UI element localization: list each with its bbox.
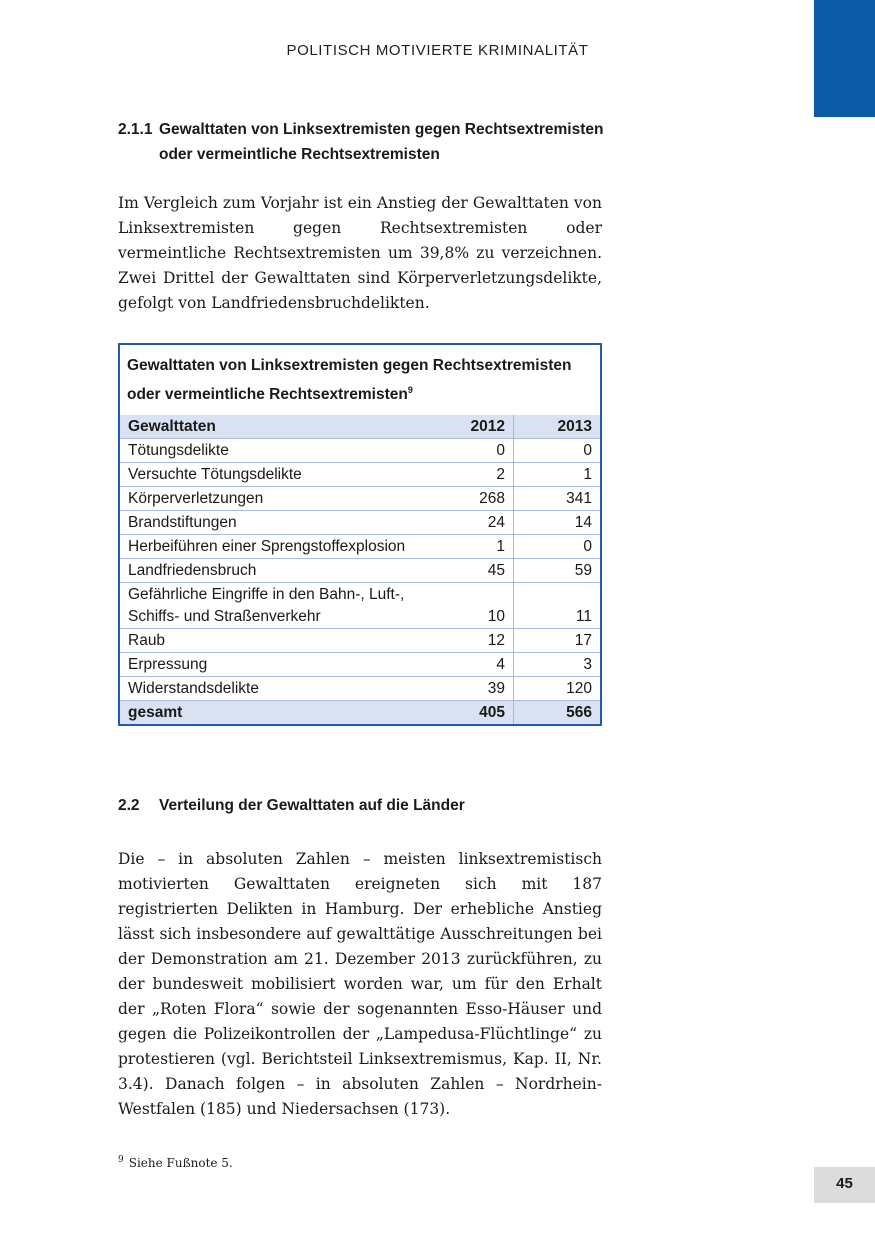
cell-2013: 14 xyxy=(514,511,601,535)
footnote xyxy=(118,1155,233,1170)
cell-2013: 3 xyxy=(514,653,601,677)
section-heading-2-1-1 xyxy=(118,117,618,167)
footnote-text: Siehe Fußnote 5. xyxy=(128,1156,233,1170)
cell-2013: 0 xyxy=(514,535,601,559)
section-heading-2-2 xyxy=(118,797,465,815)
table-row xyxy=(120,511,600,535)
table-row xyxy=(120,653,600,677)
running-head: POLITISCH MOTIVIERTE KRIMINALITÄT xyxy=(286,42,589,59)
row-label: Brandstiftungen xyxy=(120,511,427,535)
table-body xyxy=(120,415,600,724)
cell-2012: 24 xyxy=(427,511,514,535)
page-number: 45 xyxy=(814,1167,875,1203)
cell-2012: 39 xyxy=(427,677,514,701)
table-header-row xyxy=(120,415,600,439)
cell-2012: 45 xyxy=(427,559,514,583)
total-2012: 405 xyxy=(427,701,514,725)
statistics-table xyxy=(118,343,602,726)
cell-2013: 17 xyxy=(514,629,601,653)
section-title: Gewalttaten von Linksextremisten gegen Rechtsextremisten oder vermeintliche Rechtsextremisten xyxy=(159,121,604,163)
row-label: Körperverletzungen xyxy=(120,487,427,511)
cell-2012: 4 xyxy=(427,653,514,677)
column-header-2013: 2013 xyxy=(514,415,601,439)
table-row xyxy=(120,583,600,629)
cell-2013: 59 xyxy=(514,559,601,583)
table-row xyxy=(120,535,600,559)
section-title: Verteilung der Gewalttaten auf die Länder xyxy=(159,797,465,814)
cell-2012: 12 xyxy=(427,629,514,653)
column-header-label: Gewalttaten xyxy=(120,415,427,439)
table-title-footnote-marker: 9 xyxy=(407,385,413,395)
table-title-text: Gewalttaten von Linksextremisten gegen Rechtsextremisten oder vermeintliche Rechtsextremisten xyxy=(127,357,572,404)
cell-2013: 11 xyxy=(514,583,601,629)
row-label: Erpressung xyxy=(120,653,427,677)
row-label-line: Schiffs- und Straßenverkehr xyxy=(128,608,321,626)
row-label-line: Gefährliche Eingriffe in den Bahn-, Luft-, xyxy=(128,586,405,604)
footnote-marker: 9 xyxy=(118,1155,124,1165)
cell-2013: 1 xyxy=(514,463,601,487)
section-number: 2.1.1 xyxy=(118,121,153,138)
table-row xyxy=(120,629,600,653)
column-header-2012: 2012 xyxy=(427,415,514,439)
row-label: Widerstandsdelikte xyxy=(120,677,427,701)
table-row xyxy=(120,487,600,511)
table-row xyxy=(120,463,600,487)
total-2013: 566 xyxy=(514,701,601,725)
cell-2012: 2 xyxy=(427,463,514,487)
row-label: Landfriedensbruch xyxy=(120,559,427,583)
row-label: Raub xyxy=(120,629,427,653)
cell-2012: 268 xyxy=(427,487,514,511)
row-label: Tötungsdelikte xyxy=(120,439,427,463)
cell-2013: 341 xyxy=(514,487,601,511)
cell-2012: 1 xyxy=(427,535,514,559)
table-row xyxy=(120,439,600,463)
cell-2012: 10 xyxy=(427,583,514,629)
body-paragraph-2: Die – in absoluten Zahlen – meisten linksextremistisch motivierten Gewalttaten ereigneten sich mit 187 registrierten Delikten in Hamburg. Der erhebliche Anstieg lässt sich insbesondere auf gewalttätige Ausschreitungen bei der Demonstration am 21. Dezember 2013 zurückführen, zu der bundesweit mobilisiert worden war, um für den Erhalt der „Roten Flora“ sowie der sogenannten Esso-Häuser und gegen die Polizeikontrollen der „Lampedusa-Flüchtlinge“ zu protestieren (vgl. Berichtsteil Linksextremismus, Kap. II, Nr. 3.4). Danach folgen – in absoluten Zahlen – Nordrhein-Westfalen (185) und Niedersachsen (173). xyxy=(118,850,602,1118)
cell-2013: 0 xyxy=(514,439,601,463)
table-title xyxy=(120,345,600,415)
table-row xyxy=(120,559,600,583)
body-paragraph-1: Im Vergleich zum Vorjahr ist ein Anstieg der Gewalttaten von Linksextremisten gegen Rechtsextremisten oder vermeintliche Rechtsextremisten um 39,8% zu verzeichnen. Zwei Drittel der Gewalttaten sind Körperverletzungsdelikte, gefolgt von Landfriedensbruchdelikten. xyxy=(118,194,602,312)
row-label: Versuchte Tötungsdelikte xyxy=(120,463,427,487)
table-total-row xyxy=(120,701,600,725)
total-label: gesamt xyxy=(120,701,427,725)
cell-2012: 0 xyxy=(427,439,514,463)
section-number: 2.2 xyxy=(118,797,140,814)
cell-2013: 120 xyxy=(514,677,601,701)
row-label: Herbeiführen einer Sprengstoffexplosion xyxy=(120,535,427,559)
table-row xyxy=(120,677,600,701)
row-label xyxy=(120,583,427,629)
